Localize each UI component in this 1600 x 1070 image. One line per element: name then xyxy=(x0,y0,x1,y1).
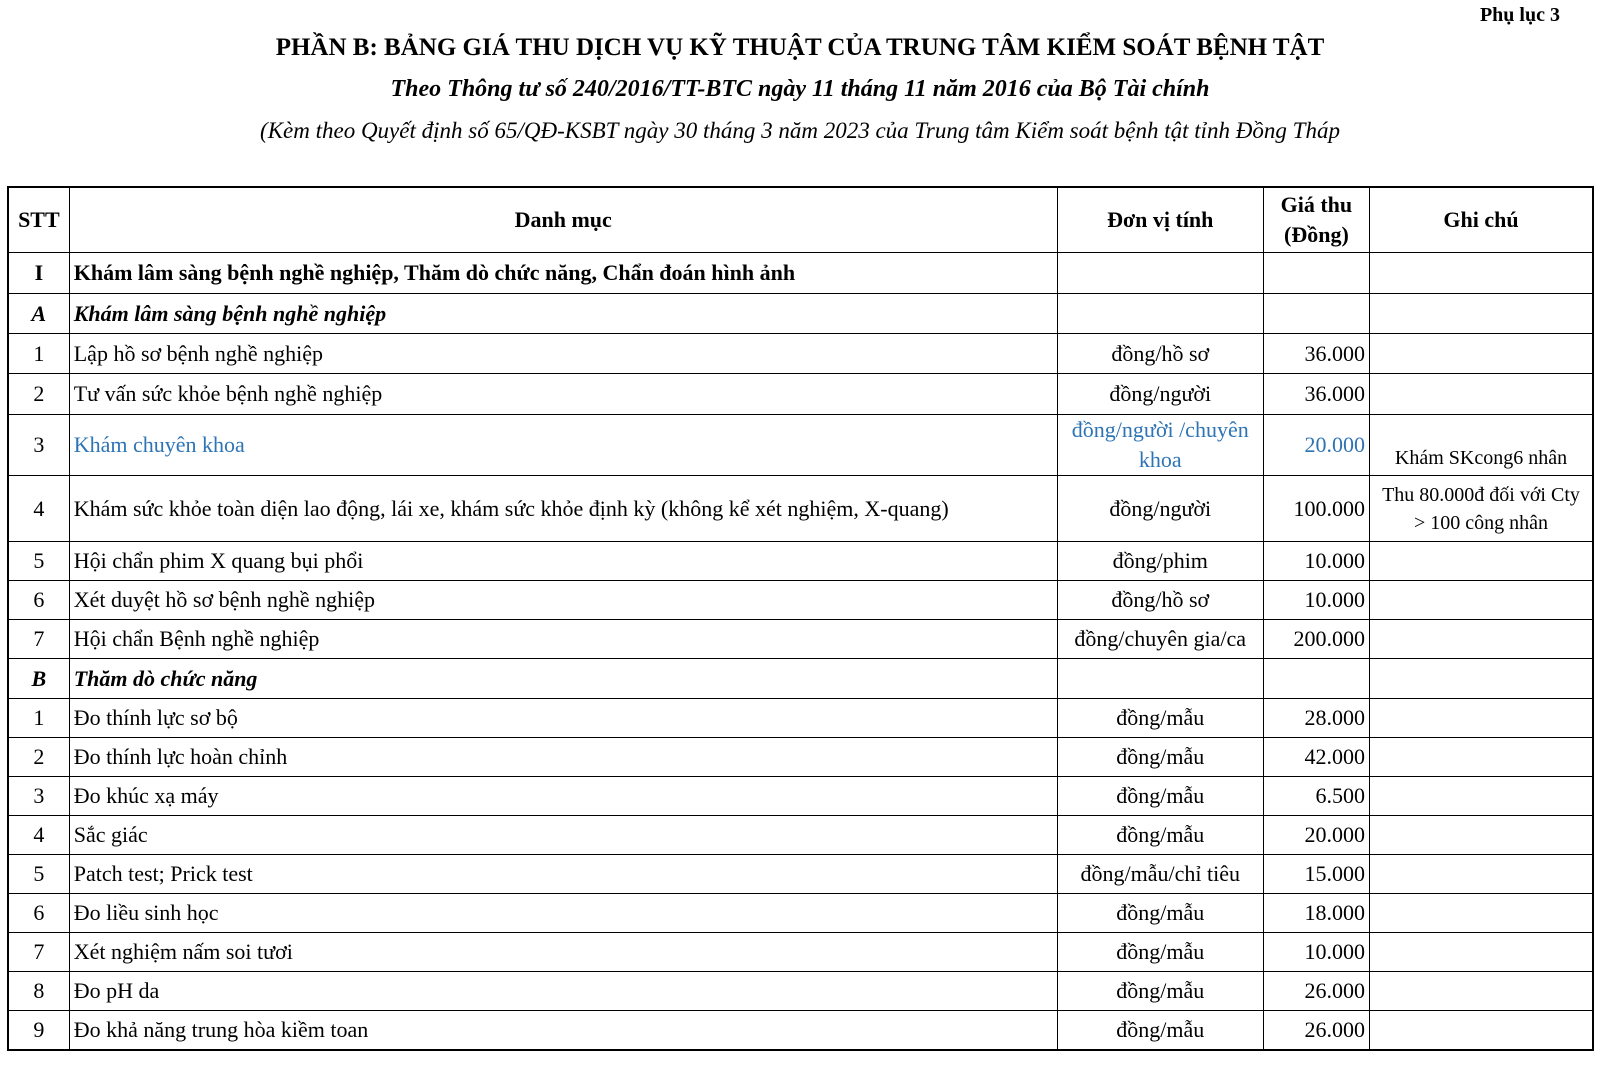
cell-price: 200.000 xyxy=(1263,620,1369,659)
cell-price: 10.000 xyxy=(1263,581,1369,620)
cell-unit: đồng/mẫu xyxy=(1057,1011,1263,1050)
header-price xyxy=(1263,187,1369,253)
cell-note xyxy=(1369,581,1593,620)
cell-unit: đồng/mẫu xyxy=(1057,777,1263,816)
cell-unit: đồng/người xyxy=(1057,374,1263,415)
cell-unit: đồng/mẫu xyxy=(1057,972,1263,1011)
cell-unit: đồng/mẫu xyxy=(1057,738,1263,777)
cell-unit xyxy=(1057,253,1263,294)
cell-unit: đồng/mẫu/chỉ tiêu xyxy=(1057,855,1263,894)
cell-price: 26.000 xyxy=(1263,1011,1369,1050)
cell-stt: 8 xyxy=(8,972,69,1011)
cell-name: Khám lâm sàng bệnh nghề nghiệp xyxy=(69,294,1057,334)
header-price-line1: Giá thu xyxy=(1280,192,1353,217)
header-unit: Đơn vị tính xyxy=(1057,187,1263,253)
table-row xyxy=(8,374,1593,415)
cell-price: 36.000 xyxy=(1263,334,1369,374)
cell-price: 18.000 xyxy=(1263,894,1369,933)
cell-note xyxy=(1369,415,1593,476)
table-row xyxy=(8,972,1593,1011)
cell-stt: B xyxy=(8,659,69,699)
cell-price: 10.000 xyxy=(1263,542,1369,581)
table-row xyxy=(8,415,1593,476)
cell-name: Xét duyệt hồ sơ bệnh nghề nghiệp xyxy=(69,581,1057,620)
cell-stt: 3 xyxy=(8,415,69,476)
cell-note xyxy=(1369,1011,1593,1050)
note-text: Khám SKcong6 nhân xyxy=(1394,447,1568,469)
table-row xyxy=(8,476,1593,542)
cell-name: Khám chuyên khoa xyxy=(69,415,1057,476)
cell-note xyxy=(1369,253,1593,294)
cell-stt: 4 xyxy=(8,476,69,542)
cell-unit: đồng/hồ sơ xyxy=(1057,334,1263,374)
table-row xyxy=(8,620,1593,659)
cell-unit: đồng/mẫu xyxy=(1057,933,1263,972)
cell-unit: đồng/mẫu xyxy=(1057,816,1263,855)
cell-price: 42.000 xyxy=(1263,738,1369,777)
cell-price: 6.500 xyxy=(1263,777,1369,816)
cell-name: Khám sức khỏe toàn diện lao động, lái xe, khám sức khỏe định kỳ (không kể xét nghiệm, X-quang) xyxy=(69,476,1057,542)
cell-stt: 6 xyxy=(8,581,69,620)
cell-price: 100.000 xyxy=(1263,476,1369,542)
cell-name: Xét nghiệm nấm soi tươi xyxy=(69,933,1057,972)
cell-name: Hội chẩn phim X quang bụi phổi xyxy=(69,542,1057,581)
cell-name: Thăm dò chức năng xyxy=(69,659,1057,699)
cell-unit: đồng/hồ sơ xyxy=(1057,581,1263,620)
attachment-note: (Kèm theo Quyết định số 65/QĐ-KSBT ngày 30 tháng 3 năm 2023 của Trung tâm Kiểm soát bệnh tật tỉnh Đồng Tháp xyxy=(260,118,1340,143)
table-row xyxy=(8,933,1593,972)
cell-note xyxy=(1369,699,1593,738)
cell-note xyxy=(1369,542,1593,581)
cell-unit: đồng/mẫu xyxy=(1057,894,1263,933)
cell-price xyxy=(1263,253,1369,294)
table-row xyxy=(8,738,1593,777)
cell-price: 15.000 xyxy=(1263,855,1369,894)
cell-note xyxy=(1369,294,1593,334)
cell-stt: 1 xyxy=(8,334,69,374)
cell-stt: 1 xyxy=(8,699,69,738)
cell-unit: đồng/người /chuyên khoa xyxy=(1057,415,1263,476)
cell-note xyxy=(1369,972,1593,1011)
cell-price: 10.000 xyxy=(1263,933,1369,972)
cell-stt: 7 xyxy=(8,933,69,972)
cell-stt: 6 xyxy=(8,894,69,933)
cell-price xyxy=(1263,294,1369,334)
cell-unit xyxy=(1057,659,1263,699)
cell-note xyxy=(1369,374,1593,415)
cell-stt: I xyxy=(8,253,69,294)
table-row xyxy=(8,1011,1593,1050)
cell-stt: 2 xyxy=(8,738,69,777)
cell-stt: 4 xyxy=(8,816,69,855)
cell-name: Đo khả năng trung hòa kiềm toan xyxy=(69,1011,1057,1050)
table-row xyxy=(8,816,1593,855)
cell-stt: 3 xyxy=(8,777,69,816)
cell-name: Sắc giác xyxy=(69,816,1057,855)
table-row xyxy=(8,542,1593,581)
cell-unit: đồng/mẫu xyxy=(1057,699,1263,738)
cell-stt: 5 xyxy=(8,542,69,581)
cell-price: 20.000 xyxy=(1263,415,1369,476)
table-row xyxy=(8,699,1593,738)
cell-note xyxy=(1369,855,1593,894)
cell-name: Hội chẩn Bệnh nghề nghiệp xyxy=(69,620,1057,659)
cell-note xyxy=(1369,894,1593,933)
table-row xyxy=(8,581,1593,620)
cell-name: Lập hồ sơ bệnh nghề nghiệp xyxy=(69,334,1057,374)
cell-name: Khám lâm sàng bệnh nghề nghiệp, Thăm dò chức năng, Chẩn đoán hình ảnh xyxy=(69,253,1057,294)
header-price-line2: (Đồng) xyxy=(1284,222,1349,247)
table-row xyxy=(8,894,1593,933)
cell-name: Tư vấn sức khỏe bệnh nghề nghiệp xyxy=(69,374,1057,415)
cell-note xyxy=(1369,777,1593,816)
header-note: Ghi chú xyxy=(1369,187,1593,253)
table-header-row xyxy=(8,187,1593,253)
cell-note xyxy=(1369,816,1593,855)
cell-unit xyxy=(1057,294,1263,334)
table-row xyxy=(8,334,1593,374)
document-subtitle: Theo Thông tư số 240/2016/TT-BTC ngày 11 tháng 11 năm 2016 của Bộ Tài chính xyxy=(390,76,1210,102)
table-row xyxy=(8,294,1593,334)
cell-unit: đồng/người xyxy=(1057,476,1263,542)
table-row xyxy=(8,855,1593,894)
cell-stt: A xyxy=(8,294,69,334)
cell-name: Đo thính lực hoàn chỉnh xyxy=(69,738,1057,777)
cell-price: 28.000 xyxy=(1263,699,1369,738)
table-row xyxy=(8,777,1593,816)
header-stt: STT xyxy=(8,187,69,253)
cell-note: Thu 80.000đ đối với Cty > 100 công nhân xyxy=(1369,476,1593,542)
cell-stt: 9 xyxy=(8,1011,69,1050)
price-table xyxy=(7,186,1594,1051)
header-name: Danh mục xyxy=(69,187,1057,253)
cell-name: Đo thính lực sơ bộ xyxy=(69,699,1057,738)
cell-name: Đo khúc xạ máy xyxy=(69,777,1057,816)
cell-name: Đo liều sinh học xyxy=(69,894,1057,933)
cell-price: 26.000 xyxy=(1263,972,1369,1011)
cell-stt: 2 xyxy=(8,374,69,415)
cell-price: 20.000 xyxy=(1263,816,1369,855)
appendix-label: Phụ lục 3 xyxy=(1479,4,1560,26)
cell-note xyxy=(1369,659,1593,699)
cell-note xyxy=(1369,334,1593,374)
table-row xyxy=(8,659,1593,699)
cell-name: Patch test; Prick test xyxy=(69,855,1057,894)
cell-unit: đồng/phim xyxy=(1057,542,1263,581)
cell-price xyxy=(1263,659,1369,699)
document-title: PHẦN B: BẢNG GIÁ THU DỊCH VỤ KỸ THUẬT CỦA TRUNG TÂM KIỂM SOÁT BỆNH TẬT xyxy=(275,34,1325,61)
cell-note xyxy=(1369,738,1593,777)
cell-note xyxy=(1369,933,1593,972)
table-row xyxy=(8,253,1593,294)
cell-stt: 7 xyxy=(8,620,69,659)
cell-name: Đo pH da xyxy=(69,972,1057,1011)
cell-stt: 5 xyxy=(8,855,69,894)
cell-price: 36.000 xyxy=(1263,374,1369,415)
cell-note xyxy=(1369,620,1593,659)
cell-unit: đồng/chuyên gia/ca xyxy=(1057,620,1263,659)
